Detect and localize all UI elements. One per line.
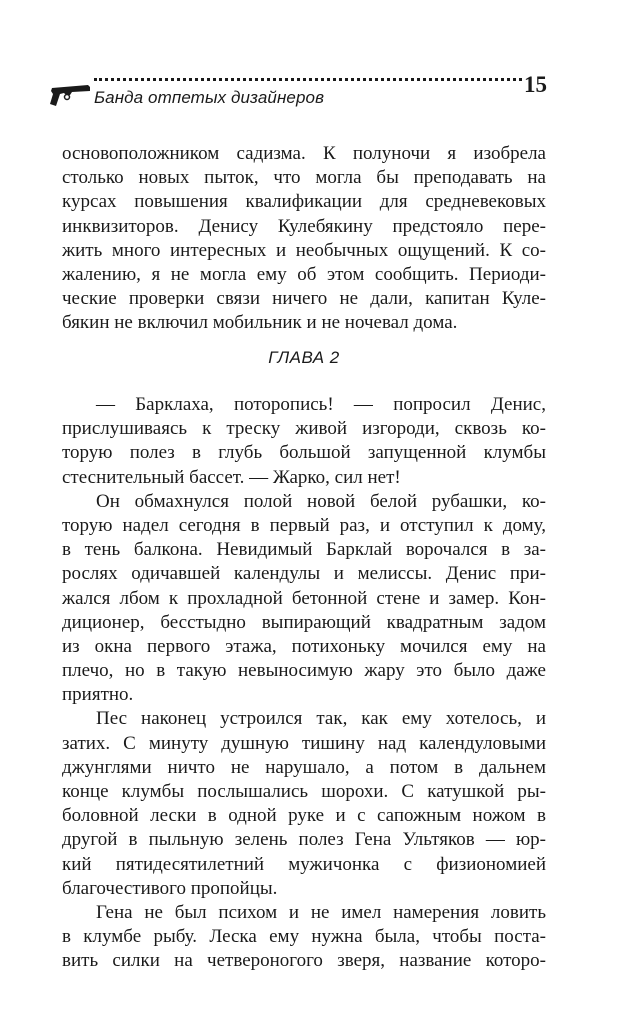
text-line: джунглями ничто не нарушало, а потом в дальнем <box>62 756 546 778</box>
text-line: жалению, я не могла ему об этом сообщить. Периоди- <box>62 263 546 285</box>
chapter-heading: ГЛАВА 2 <box>268 348 340 367</box>
running-header <box>50 74 550 124</box>
text-line: жить много интересных и необычных ощущений. К со- <box>62 239 546 261</box>
text-line: инквизиторов. Денису Кулебякину предстояло пере- <box>62 215 546 237</box>
text-line: основоположником садизма. К полуночи я изобрела <box>62 143 546 164</box>
page-number: 15 <box>524 72 547 97</box>
text-line: в тень балкона. Невидимый Барклай ворочался в за- <box>62 539 546 561</box>
chapter-body <box>62 393 546 974</box>
text-line: другой в пыльную зелень полез Гена Ультяков — юр- <box>62 829 546 851</box>
text-line: рослях одичавшей календулы и мелиссы. Денис при- <box>62 563 546 585</box>
text-line: конце клумбы послышались шорохи. С катушкой ры- <box>62 781 546 802</box>
text-line: затих. С минуту душную тишину над календуловыми <box>62 732 546 754</box>
text-line: жался лбом к прохладной бетонной стене и замер. Кон- <box>62 587 546 609</box>
text-line: кий пятидесятилетний мужичонка с физиономией <box>62 853 546 875</box>
text-line: диционер, бесстыдно выпирающий квадратным задом <box>62 611 546 633</box>
text-line: боловной лески в одной руке и с сапожным ножом в <box>62 805 546 827</box>
text-line: бякин не включил мобильник и не ночевал дома. <box>62 312 458 334</box>
text-line: стеснительный бассет. — Жарко, сил нет! <box>62 466 401 488</box>
text-line: курсах повышения квалификации для средневековых <box>62 191 546 213</box>
text-line: благочестивого пропойцы. <box>62 877 278 899</box>
text-line: — Барклаха, поторопись! — попросил Денис, <box>96 394 546 415</box>
header-dotted-rule <box>94 78 522 87</box>
text-line: Он обмахнулся полой новой белой рубашки, ко- <box>96 490 546 512</box>
text-line: Гена не был психом и не имел намерения ловить <box>96 901 546 923</box>
text-line: Пес наконец устроился так, как ему хотелось, и <box>96 708 546 730</box>
text-line: столько новых пыток, что могла бы преподавать на <box>62 167 546 189</box>
paragraph-continued <box>62 142 546 336</box>
book-title: Банда отпетых дизайнеров <box>94 88 325 107</box>
text-line: плечо, но в такую невыносимую жару это было даже <box>62 660 546 682</box>
text-line: в клумбе рыбу. Леска ему нужна была, чтобы поста- <box>62 926 546 948</box>
text-line: приятно. <box>62 684 134 706</box>
revolver-icon <box>50 82 92 108</box>
text-line: торую полез в глубь большой запущенной клумбы <box>62 442 546 464</box>
text-line: прислушиваясь к треску живой изгороди, сквозь ко- <box>62 418 546 440</box>
text-line: торую надел сегодня в первый раз, и отступил к дому, <box>62 514 546 536</box>
text-line: ческие проверки связи ничего не дали, капитан Куле- <box>62 288 546 310</box>
text-line: вить силки на четвероногого зверя, название которо- <box>62 950 546 972</box>
text-line: из окна первого этажа, потихоньку мочился ему на <box>62 635 546 657</box>
